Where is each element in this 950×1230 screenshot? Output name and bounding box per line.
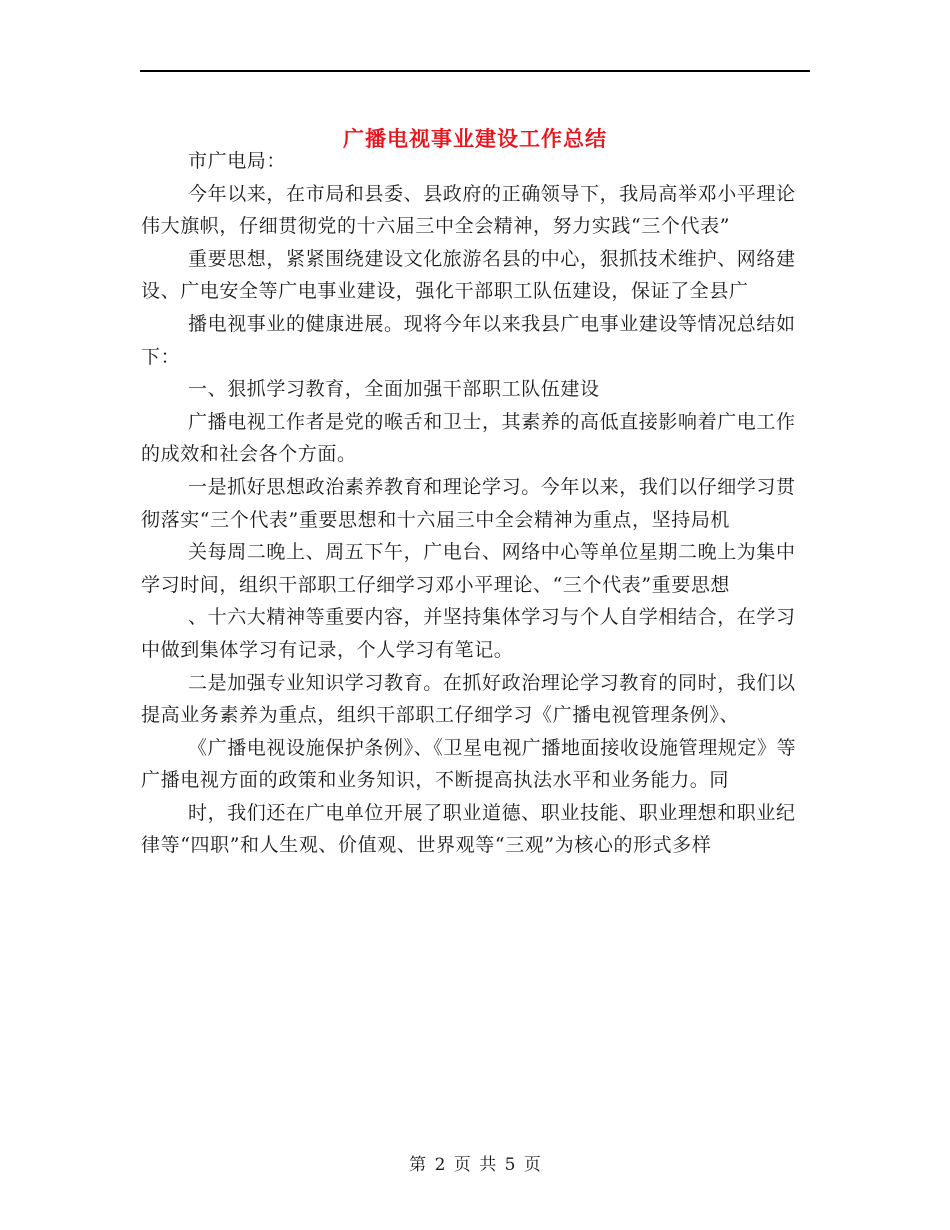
page-number: 第 2 页 共 5 页 — [409, 1155, 541, 1175]
document-body — [141, 145, 801, 862]
paragraph: 一是抓好思想政治素养教育和理论学习。今年以来，我们以仔细学习贯彻落实“三个代表”重要思想和十六届三中全会精神为重点，坚持局机 — [141, 475, 796, 531]
paragraph: 二是加强专业知识学习教育。在抓好政治理论学习教育的同时，我们以提高业务素养为重点，组织干部职工仔细学习《广播电视管理条例》、 — [141, 671, 796, 727]
paragraph: 广播电视工作者是党的喉舌和卫士，其素养的高低直接影响着广电工作的成效和社会各个方面。 — [141, 410, 796, 466]
paragraph: 时，我们还在广电单位开展了职业道德、职业技能、职业理想和职业纪律等“四职”和人生观、价值观、世界观等“三观”为核心的形式多样 — [141, 801, 796, 857]
paragraph: 今年以来，在市局和县委、县政府的正确领导下，我局高举邓小平理论伟大旗帜，仔细贯彻党的十六届三中全会精神，努力实践“三个代表” — [141, 182, 796, 238]
paragraph: 《广播电视设施保护条例》、《卫星电视广播地面接收设施管理规定》等广播电视方面的政策和业务知识，不断提高执法水平和业务能力。同 — [141, 736, 797, 792]
header-rule — [140, 70, 810, 72]
paragraph: 关每周二晚上、周五下午，广电台、网络中心等单位星期二晚上为集中学习时间，组织干部职工仔细学习邓小平理论、“三个代表”重要思想 — [141, 541, 796, 596]
section-heading: 一、狠抓学习教育，全面加强干部职工队伍建设 — [188, 378, 600, 401]
paragraph: 、十六大精神等重要内容，并坚持集体学习与个人自学相结合，在学习中做到集体学习有记录，个人学习有笔记。 — [141, 606, 796, 661]
paragraph: 重要思想，紧紧围绕建设文化旅游名县的中心，狠抓技术维护、网络建设、广电安全等广电事业建设，强化干部职工队伍建设，保证了全县广 — [141, 247, 796, 303]
salutation: 市广电局： — [188, 150, 287, 172]
paragraph: 播电视事业的健康进展。现将今年以来我县广电事业建设等情况总结如下： — [141, 312, 796, 368]
document-title: 广播电视事业建设工作总结 — [343, 126, 607, 152]
